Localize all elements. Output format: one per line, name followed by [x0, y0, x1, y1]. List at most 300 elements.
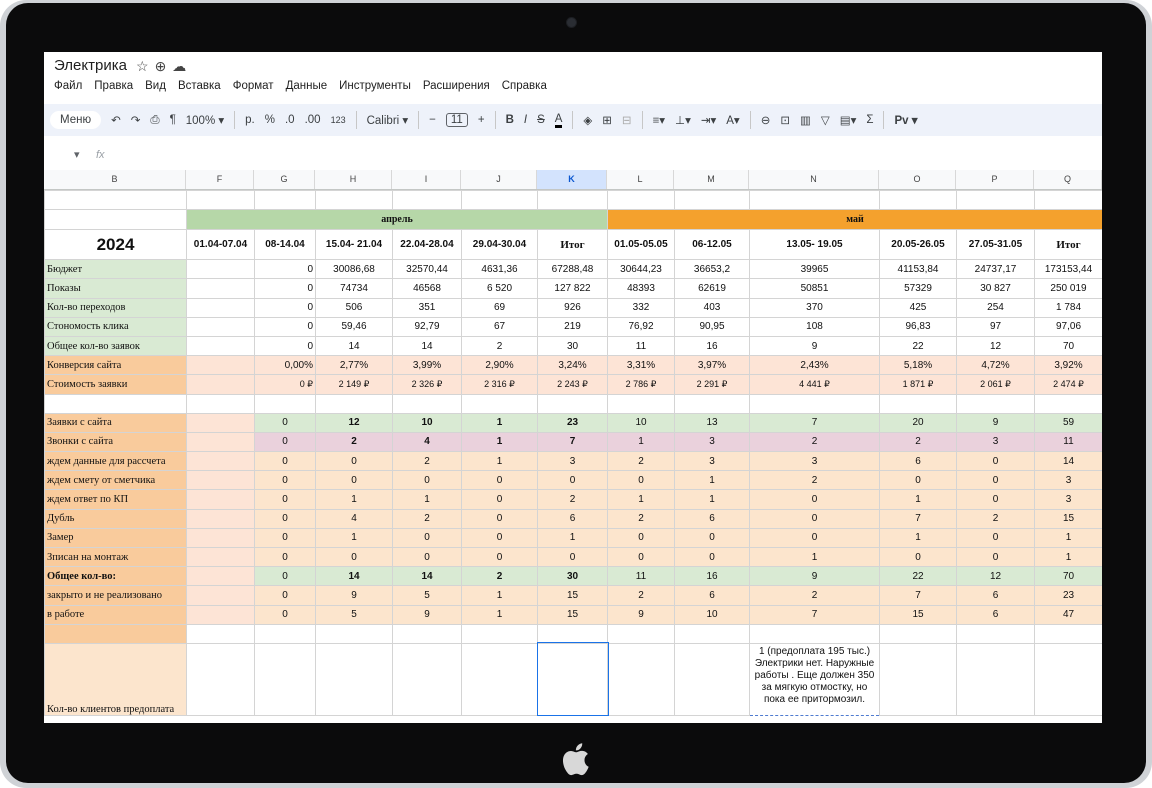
value-cell[interactable]: 2 — [608, 452, 675, 471]
value-cell[interactable]: 2 — [608, 586, 675, 605]
value-cell[interactable]: 11 — [608, 567, 675, 586]
value-cell[interactable]: 0 — [957, 548, 1035, 567]
value-cell[interactable]: 0 — [393, 471, 462, 490]
cell[interactable] — [255, 624, 316, 643]
cell[interactable] — [45, 191, 187, 210]
value-cell[interactable]: 1 871 ₽ — [880, 375, 957, 394]
value-cell[interactable]: 16 — [675, 567, 750, 586]
value-cell[interactable]: 10 — [393, 413, 462, 432]
value-cell[interactable]: 1 — [316, 490, 393, 509]
value-cell[interactable]: 32570,44 — [393, 260, 462, 279]
date-header[interactable]: 13.05- 19.05 — [750, 230, 880, 260]
value-cell[interactable]: 2 — [316, 432, 393, 451]
value-cell[interactable] — [187, 567, 255, 586]
value-cell[interactable]: 2 326 ₽ — [393, 375, 462, 394]
cell[interactable] — [880, 191, 957, 210]
note-cell[interactable]: 1 (предоплата 195 тыс.) Электрики нет. Наружные работы . Еще должен 350 за мягкую отмостку, но пока ее притормозил. — [750, 643, 880, 715]
value-cell[interactable]: 50851 — [750, 279, 880, 298]
merge-cells-icon[interactable]: ⊟ — [621, 115, 632, 127]
align-icon[interactable]: ≡▾ — [652, 115, 666, 127]
date-header[interactable]: 15.04- 21.04 — [316, 230, 393, 260]
value-cell[interactable]: 7 — [538, 432, 608, 451]
value-cell[interactable]: 15 — [1035, 509, 1103, 528]
value-cell[interactable]: 11 — [1035, 432, 1103, 451]
text-color-icon[interactable]: A — [555, 113, 563, 128]
cell[interactable] — [316, 624, 393, 643]
value-cell[interactable]: 67288,48 — [538, 260, 608, 279]
value-cell[interactable]: 0 — [675, 528, 750, 547]
value-cell[interactable]: 0 — [255, 432, 316, 451]
value-cell[interactable]: 2,90% — [462, 356, 538, 375]
value-cell[interactable]: 14 — [393, 567, 462, 586]
value-cell[interactable]: 332 — [608, 298, 675, 317]
cell[interactable] — [393, 191, 462, 210]
value-cell[interactable]: 1 — [675, 490, 750, 509]
value-cell[interactable]: 2 243 ₽ — [538, 375, 608, 394]
value-cell[interactable]: 13 — [675, 413, 750, 432]
value-cell[interactable] — [187, 260, 255, 279]
menu-item[interactable]: Расширения — [422, 80, 490, 92]
value-cell[interactable]: 3 — [538, 452, 608, 471]
date-header[interactable]: Итог — [538, 230, 608, 260]
cell[interactable] — [316, 394, 393, 413]
value-cell[interactable]: 7 — [750, 605, 880, 624]
value-cell[interactable]: 14 — [393, 336, 462, 355]
cell[interactable] — [45, 394, 187, 413]
value-cell[interactable]: 30644,23 — [608, 260, 675, 279]
value-cell[interactable]: 3 — [675, 432, 750, 451]
value-cell[interactable]: 2 — [538, 490, 608, 509]
comment-icon[interactable]: ⊡ — [780, 115, 790, 127]
name-box-dropdown-icon[interactable]: ▾ — [74, 149, 80, 161]
cell[interactable] — [675, 394, 750, 413]
row-label[interactable]: Показы — [45, 279, 187, 298]
value-cell[interactable]: 2 — [393, 452, 462, 471]
print-icon[interactable]: ⎙ — [150, 113, 160, 126]
row-label[interactable]: ждем ответ по КП — [45, 490, 187, 509]
number-format-button[interactable]: 123 — [330, 115, 346, 125]
value-cell[interactable] — [187, 509, 255, 528]
value-cell[interactable]: 74734 — [316, 279, 393, 298]
menu-item[interactable]: Инструменты — [339, 80, 411, 92]
date-header[interactable]: 01.05-05.05 — [608, 230, 675, 260]
value-cell[interactable]: 0 — [608, 471, 675, 490]
value-cell[interactable]: 67 — [462, 317, 538, 336]
value-cell[interactable]: 0 ₽ — [255, 375, 316, 394]
cell[interactable] — [750, 191, 880, 210]
value-cell[interactable]: 0 — [255, 279, 316, 298]
value-cell[interactable]: 0 — [462, 490, 538, 509]
value-cell[interactable]: 70 — [1035, 336, 1103, 355]
value-cell[interactable]: 2 — [462, 336, 538, 355]
move-icon[interactable]: ⊕ — [154, 58, 173, 74]
cell[interactable] — [462, 191, 538, 210]
cell[interactable] — [675, 624, 750, 643]
value-cell[interactable]: 0 — [393, 528, 462, 547]
value-cell[interactable] — [187, 528, 255, 547]
value-cell[interactable]: 3,92% — [1035, 356, 1103, 375]
value-cell[interactable]: 20 — [880, 413, 957, 432]
value-cell[interactable]: 30086,68 — [316, 260, 393, 279]
value-cell[interactable]: 30 — [538, 567, 608, 586]
row-label[interactable]: Заявки с сайта — [45, 413, 187, 432]
cell[interactable] — [608, 191, 675, 210]
borders-icon[interactable]: ⊞ — [602, 115, 612, 127]
month-header-april[interactable]: апрель — [187, 210, 608, 230]
value-cell[interactable]: 0 — [316, 548, 393, 567]
value-cell[interactable]: 2,77% — [316, 356, 393, 375]
value-cell[interactable]: 22 — [880, 567, 957, 586]
valign-icon[interactable]: ⊥▾ — [675, 115, 691, 127]
cell[interactable] — [255, 191, 316, 210]
cloud-icon[interactable]: ☁ — [172, 58, 193, 74]
date-header[interactable]: 27.05-31.05 — [957, 230, 1035, 260]
column-header[interactable]: Q — [1034, 170, 1102, 189]
value-cell[interactable]: 0 — [316, 471, 393, 490]
value-cell[interactable]: 0 — [957, 490, 1035, 509]
cell[interactable] — [462, 394, 538, 413]
cell[interactable] — [750, 624, 880, 643]
value-cell[interactable]: 0 — [462, 471, 538, 490]
rotate-icon[interactable]: A▾ — [726, 115, 740, 127]
selected-cell[interactable] — [538, 643, 608, 715]
value-cell[interactable]: 2 — [750, 471, 880, 490]
value-cell[interactable]: 108 — [750, 317, 880, 336]
percent-button[interactable]: % — [264, 114, 275, 126]
increase-decimals-button[interactable]: .00 — [304, 114, 321, 126]
font-size-input[interactable]: 11 — [446, 113, 468, 127]
value-cell[interactable]: 0 — [750, 509, 880, 528]
value-cell[interactable]: 22 — [880, 336, 957, 355]
undo-icon[interactable]: ↶ — [111, 115, 121, 127]
value-cell[interactable]: 2 — [393, 509, 462, 528]
value-cell[interactable]: 0 — [957, 471, 1035, 490]
value-cell[interactable]: 1 — [608, 490, 675, 509]
value-cell[interactable]: 46568 — [393, 279, 462, 298]
value-cell[interactable]: 219 — [538, 317, 608, 336]
value-cell[interactable]: 0 — [255, 567, 316, 586]
row-label[interactable]: Бюджет — [45, 260, 187, 279]
filter-icon[interactable]: ▽ — [820, 115, 830, 127]
value-cell[interactable] — [187, 490, 255, 509]
value-cell[interactable]: 69 — [462, 298, 538, 317]
value-cell[interactable]: 9 — [608, 605, 675, 624]
value-cell[interactable]: 14 — [316, 336, 393, 355]
value-cell[interactable]: 0 — [462, 548, 538, 567]
column-header[interactable]: P — [956, 170, 1034, 189]
menu-item[interactable]: Формат — [232, 80, 274, 92]
value-cell[interactable]: 250 019 — [1035, 279, 1103, 298]
value-cell[interactable]: 9 — [957, 413, 1035, 432]
date-header[interactable]: 01.04-07.04 — [187, 230, 255, 260]
row-label[interactable]: Общее кол-во заявок — [45, 336, 187, 355]
row-label[interactable]: ждем данные для рассчета — [45, 452, 187, 471]
value-cell[interactable]: 0 — [750, 528, 880, 547]
menu-item[interactable]: Вставка — [177, 80, 221, 92]
value-cell[interactable]: 10 — [608, 413, 675, 432]
menu-item[interactable]: Вид — [145, 80, 166, 92]
cell[interactable] — [462, 624, 538, 643]
value-cell[interactable]: 7 — [880, 509, 957, 528]
cell[interactable] — [1035, 624, 1103, 643]
cell[interactable] — [880, 624, 957, 643]
column-header[interactable]: J — [461, 170, 537, 189]
value-cell[interactable]: 70 — [1035, 567, 1103, 586]
column-header[interactable]: M — [674, 170, 749, 189]
value-cell[interactable]: 1 — [608, 432, 675, 451]
column-header[interactable]: G — [254, 170, 315, 189]
cell[interactable] — [255, 643, 316, 715]
value-cell[interactable]: 57329 — [880, 279, 957, 298]
row-label[interactable]: Конверсия сайта — [45, 356, 187, 375]
value-cell[interactable]: 12 — [957, 567, 1035, 586]
value-cell[interactable]: 1 — [880, 490, 957, 509]
value-cell[interactable]: 16 — [675, 336, 750, 355]
value-cell[interactable]: 3,31% — [608, 356, 675, 375]
value-cell[interactable]: 2 — [750, 586, 880, 605]
value-cell[interactable] — [187, 471, 255, 490]
row-label[interactable]: Дубль — [45, 509, 187, 528]
fill-color-icon[interactable]: ◈ — [583, 115, 593, 127]
value-cell[interactable]: 2 — [880, 432, 957, 451]
value-cell[interactable]: 3 — [675, 452, 750, 471]
star-icon[interactable]: ☆ — [136, 58, 155, 74]
value-cell[interactable]: 0 — [255, 452, 316, 471]
value-cell[interactable]: 0 — [462, 509, 538, 528]
value-cell[interactable]: 1 — [462, 432, 538, 451]
value-cell[interactable] — [187, 586, 255, 605]
cell[interactable] — [187, 394, 255, 413]
cell[interactable] — [187, 624, 255, 643]
value-cell[interactable]: 15 — [538, 586, 608, 605]
row-label[interactable]: закрыто и не реализовано — [45, 586, 187, 605]
cell[interactable] — [538, 191, 608, 210]
value-cell[interactable]: 11 — [608, 336, 675, 355]
value-cell[interactable]: 6 — [880, 452, 957, 471]
value-cell[interactable]: 3 — [1035, 490, 1103, 509]
font-select[interactable]: Calibri ▾ — [366, 115, 409, 127]
column-header[interactable]: F — [186, 170, 254, 189]
value-cell[interactable]: 3,97% — [675, 356, 750, 375]
value-cell[interactable]: 1 — [880, 528, 957, 547]
cell[interactable] — [187, 191, 255, 210]
column-header[interactable]: H — [315, 170, 392, 189]
value-cell[interactable]: 1 — [316, 528, 393, 547]
value-cell[interactable]: 4 — [393, 432, 462, 451]
value-cell[interactable]: 0 — [255, 317, 316, 336]
value-cell[interactable]: 5 — [316, 605, 393, 624]
value-cell[interactable]: 7 — [750, 413, 880, 432]
value-cell[interactable]: 3,99% — [393, 356, 462, 375]
cell[interactable] — [675, 191, 750, 210]
cell[interactable] — [316, 643, 393, 715]
value-cell[interactable]: 24737,17 — [957, 260, 1035, 279]
value-cell[interactable]: 2 — [608, 509, 675, 528]
cell[interactable] — [1035, 394, 1103, 413]
value-cell[interactable]: 9 — [316, 586, 393, 605]
value-cell[interactable] — [187, 336, 255, 355]
bold-button[interactable]: B — [505, 114, 514, 126]
cell[interactable] — [880, 394, 957, 413]
value-cell[interactable]: 30 827 — [957, 279, 1035, 298]
functions-icon[interactable]: Σ — [866, 114, 874, 126]
value-cell[interactable]: 41153,84 — [880, 260, 957, 279]
value-cell[interactable]: 62619 — [675, 279, 750, 298]
value-cell[interactable]: 0 — [462, 528, 538, 547]
cell[interactable] — [538, 624, 608, 643]
value-cell[interactable]: 0 — [255, 605, 316, 624]
value-cell[interactable]: 0 — [255, 298, 316, 317]
value-cell[interactable]: 2 291 ₽ — [675, 375, 750, 394]
value-cell[interactable]: 127 822 — [538, 279, 608, 298]
value-cell[interactable]: 6 — [957, 586, 1035, 605]
column-header[interactable]: K — [537, 170, 607, 189]
value-cell[interactable]: 97 — [957, 317, 1035, 336]
value-cell[interactable]: 1 — [750, 548, 880, 567]
cell[interactable] — [880, 643, 957, 715]
cell[interactable] — [538, 394, 608, 413]
value-cell[interactable]: 3 — [1035, 471, 1103, 490]
value-cell[interactable]: 0 — [255, 336, 316, 355]
value-cell[interactable]: 1 — [1035, 528, 1103, 547]
value-cell[interactable]: 2 — [750, 432, 880, 451]
value-cell[interactable]: 9 — [750, 567, 880, 586]
value-cell[interactable]: 4,72% — [957, 356, 1035, 375]
value-cell[interactable]: 0 — [880, 548, 957, 567]
value-cell[interactable]: 1 — [1035, 548, 1103, 567]
row-label[interactable]: Стоимость заявки — [45, 375, 187, 394]
date-header[interactable]: Итог — [1035, 230, 1103, 260]
document-title[interactable]: Электрика — [54, 57, 127, 74]
value-cell[interactable]: 1 — [675, 471, 750, 490]
currency-button[interactable]: р. — [245, 114, 255, 126]
value-cell[interactable]: 0 — [880, 471, 957, 490]
value-cell[interactable] — [187, 279, 255, 298]
column-header[interactable]: N — [749, 170, 879, 189]
row-label[interactable]: в работе — [45, 605, 187, 624]
value-cell[interactable]: 9 — [393, 605, 462, 624]
font-size-decrease-icon[interactable]: − — [429, 114, 436, 126]
value-cell[interactable]: 2 061 ₽ — [957, 375, 1035, 394]
value-cell[interactable] — [187, 375, 255, 394]
value-cell[interactable]: 14 — [1035, 452, 1103, 471]
value-cell[interactable]: 0 — [255, 528, 316, 547]
cell[interactable] — [1035, 191, 1103, 210]
column-header[interactable]: O — [879, 170, 956, 189]
value-cell[interactable]: 1 — [462, 452, 538, 471]
cell[interactable] — [1035, 643, 1103, 715]
value-cell[interactable]: 90,95 — [675, 317, 750, 336]
value-cell[interactable]: 3 — [957, 432, 1035, 451]
value-cell[interactable]: 0 — [255, 260, 316, 279]
row-label[interactable]: Стономость клика — [45, 317, 187, 336]
cell[interactable] — [393, 394, 462, 413]
column-header[interactable]: L — [607, 170, 674, 189]
value-cell[interactable]: 10 — [675, 605, 750, 624]
date-header[interactable]: 20.05-26.05 — [880, 230, 957, 260]
zoom-select[interactable]: 100% ▾ — [185, 115, 225, 127]
value-cell[interactable]: 425 — [880, 298, 957, 317]
value-cell[interactable]: 4631,36 — [462, 260, 538, 279]
strikethrough-icon[interactable]: S — [537, 114, 545, 126]
value-cell[interactable]: 5 — [393, 586, 462, 605]
value-cell[interactable]: 6 — [957, 605, 1035, 624]
value-cell[interactable]: 2 149 ₽ — [316, 375, 393, 394]
value-cell[interactable]: 47 — [1035, 605, 1103, 624]
paint-format-icon[interactable]: ¶ — [169, 114, 176, 126]
value-cell[interactable]: 0 — [957, 452, 1035, 471]
value-cell[interactable]: 36653,2 — [675, 260, 750, 279]
value-cell[interactable]: 0 — [255, 490, 316, 509]
cell[interactable] — [393, 624, 462, 643]
value-cell[interactable]: 2 786 ₽ — [608, 375, 675, 394]
row-label[interactable]: Кол-во переходов — [45, 298, 187, 317]
value-cell[interactable]: 15 — [538, 605, 608, 624]
value-cell[interactable]: 6 — [675, 509, 750, 528]
value-cell[interactable]: 351 — [393, 298, 462, 317]
value-cell[interactable]: 2 — [957, 509, 1035, 528]
value-cell[interactable] — [187, 548, 255, 567]
value-cell[interactable]: 254 — [957, 298, 1035, 317]
value-cell[interactable]: 59 — [1035, 413, 1103, 432]
value-cell[interactable] — [187, 356, 255, 375]
font-size-increase-icon[interactable]: + — [477, 114, 485, 126]
date-header[interactable]: 06-12.05 — [675, 230, 750, 260]
value-cell[interactable]: 0,00% — [255, 356, 316, 375]
cell[interactable] — [957, 643, 1035, 715]
value-cell[interactable]: 0 — [255, 548, 316, 567]
chart-icon[interactable]: ▥ — [800, 115, 811, 127]
decrease-decimals-button[interactable]: .0 — [284, 114, 295, 126]
column-header[interactable]: B — [44, 170, 186, 189]
value-cell[interactable]: 0 — [608, 548, 675, 567]
value-cell[interactable]: 0 — [255, 586, 316, 605]
value-cell[interactable]: 39965 — [750, 260, 880, 279]
row-label[interactable]: Зписан на монтаж — [45, 548, 187, 567]
value-cell[interactable]: 15 — [880, 605, 957, 624]
value-cell[interactable]: 9 — [750, 336, 880, 355]
value-cell[interactable]: 0 — [393, 548, 462, 567]
value-cell[interactable] — [187, 317, 255, 336]
menu-item[interactable]: Справка — [501, 80, 547, 92]
value-cell[interactable]: 23 — [538, 413, 608, 432]
value-cell[interactable]: 6 — [538, 509, 608, 528]
value-cell[interactable]: 5,18% — [880, 356, 957, 375]
value-cell[interactable]: 12 — [957, 336, 1035, 355]
value-cell[interactable]: 0 — [316, 452, 393, 471]
row-label[interactable]: Замер — [45, 528, 187, 547]
value-cell[interactable]: 2,43% — [750, 356, 880, 375]
date-header[interactable]: 08-14.04 — [255, 230, 316, 260]
value-cell[interactable]: 2 — [462, 567, 538, 586]
date-header[interactable]: 22.04-28.04 — [393, 230, 462, 260]
cell[interactable] — [45, 210, 187, 230]
value-cell[interactable]: 0 — [538, 548, 608, 567]
value-cell[interactable]: 506 — [316, 298, 393, 317]
year-cell[interactable]: 2024 — [45, 230, 187, 260]
cell[interactable] — [957, 191, 1035, 210]
value-cell[interactable]: 30 — [538, 336, 608, 355]
value-cell[interactable]: 2 474 ₽ — [1035, 375, 1103, 394]
redo-icon[interactable]: ↷ — [130, 115, 141, 127]
value-cell[interactable]: 1 — [538, 528, 608, 547]
value-cell[interactable]: 3 — [750, 452, 880, 471]
value-cell[interactable]: 0 — [608, 528, 675, 547]
value-cell[interactable]: 6 — [675, 586, 750, 605]
value-cell[interactable]: 370 — [750, 298, 880, 317]
value-cell[interactable]: 0 — [957, 528, 1035, 547]
row-label[interactable]: Общее кол-во: — [45, 567, 187, 586]
